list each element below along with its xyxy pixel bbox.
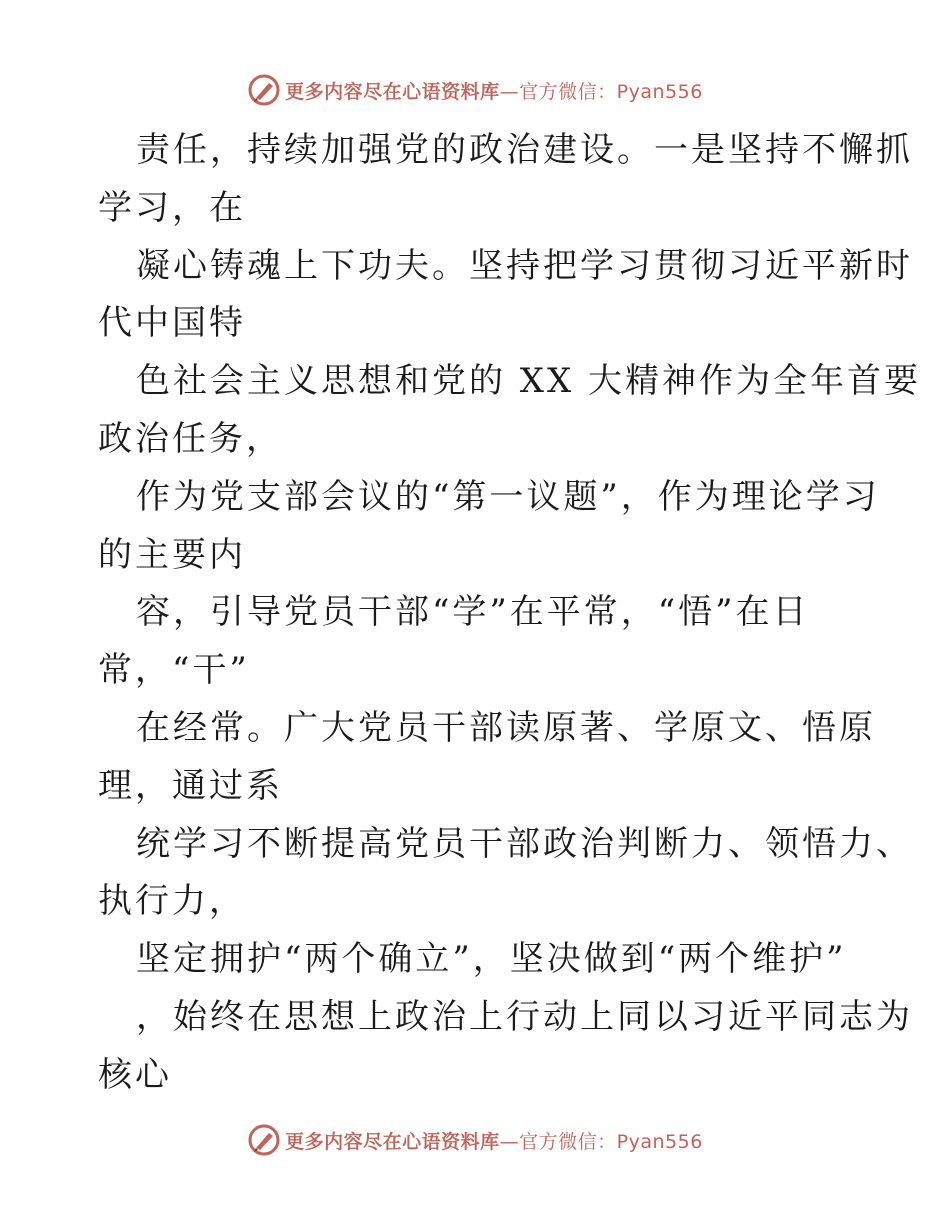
header-separator: — — [499, 80, 520, 103]
footer-site-text: 更多内容尽在心语资料库 — [285, 1130, 500, 1153]
header-wechat-text: 官方微信：Pyan556 — [519, 80, 703, 103]
body-line: 作为党支部会议的“第一议题”，作为理论学习 — [136, 476, 880, 517]
body-line: 学习，在 — [98, 187, 246, 228]
body-line: 政治任务， — [98, 418, 283, 459]
header-site-text: 更多内容尽在心语资料库 — [285, 80, 500, 103]
body-line: 理，通过系 — [98, 765, 283, 806]
body-line: 代中国特 — [98, 303, 246, 344]
document-body — [98, 122, 922, 1105]
header-banner-text — [285, 77, 703, 104]
footer-banner-text — [285, 1127, 703, 1154]
body-line: 常，“干” — [98, 650, 250, 691]
body-line: 凝心铸魂上下功夫。坚持把学习贯彻习近平新时 — [136, 245, 913, 286]
body-line: ，始终在思想上政治上行动上同以习近平同志为 — [136, 996, 913, 1037]
body-line: 的主要内 — [98, 534, 246, 575]
body-line: 责任，持续加强党的政治建设。一是坚持不懈抓 — [136, 130, 913, 170]
body-line: 核心 — [98, 1054, 172, 1095]
pen-logo-icon — [247, 1123, 281, 1157]
body-line: 执行力， — [98, 881, 246, 922]
body-line: 色社会主义思想和党的 XX 大精神作为全年首要 — [136, 361, 922, 402]
body-line: 在经常。广大党员干部读原著、学原文、悟原 — [136, 707, 876, 748]
header-banner — [0, 70, 950, 110]
body-line: 坚定拥护“两个确立”，坚决做到“两个维护” — [136, 939, 847, 980]
body-line: 容，引导党员干部“学”在平常，“悟”在日 — [136, 592, 810, 633]
footer-wechat-text: 官方微信：Pyan556 — [519, 1130, 703, 1153]
body-line: 统学习不断提高党员干部政治判断力、领悟力、 — [136, 823, 913, 864]
footer-separator: — — [499, 1130, 520, 1153]
footer-banner — [0, 1120, 950, 1160]
pen-logo-icon — [247, 73, 281, 107]
